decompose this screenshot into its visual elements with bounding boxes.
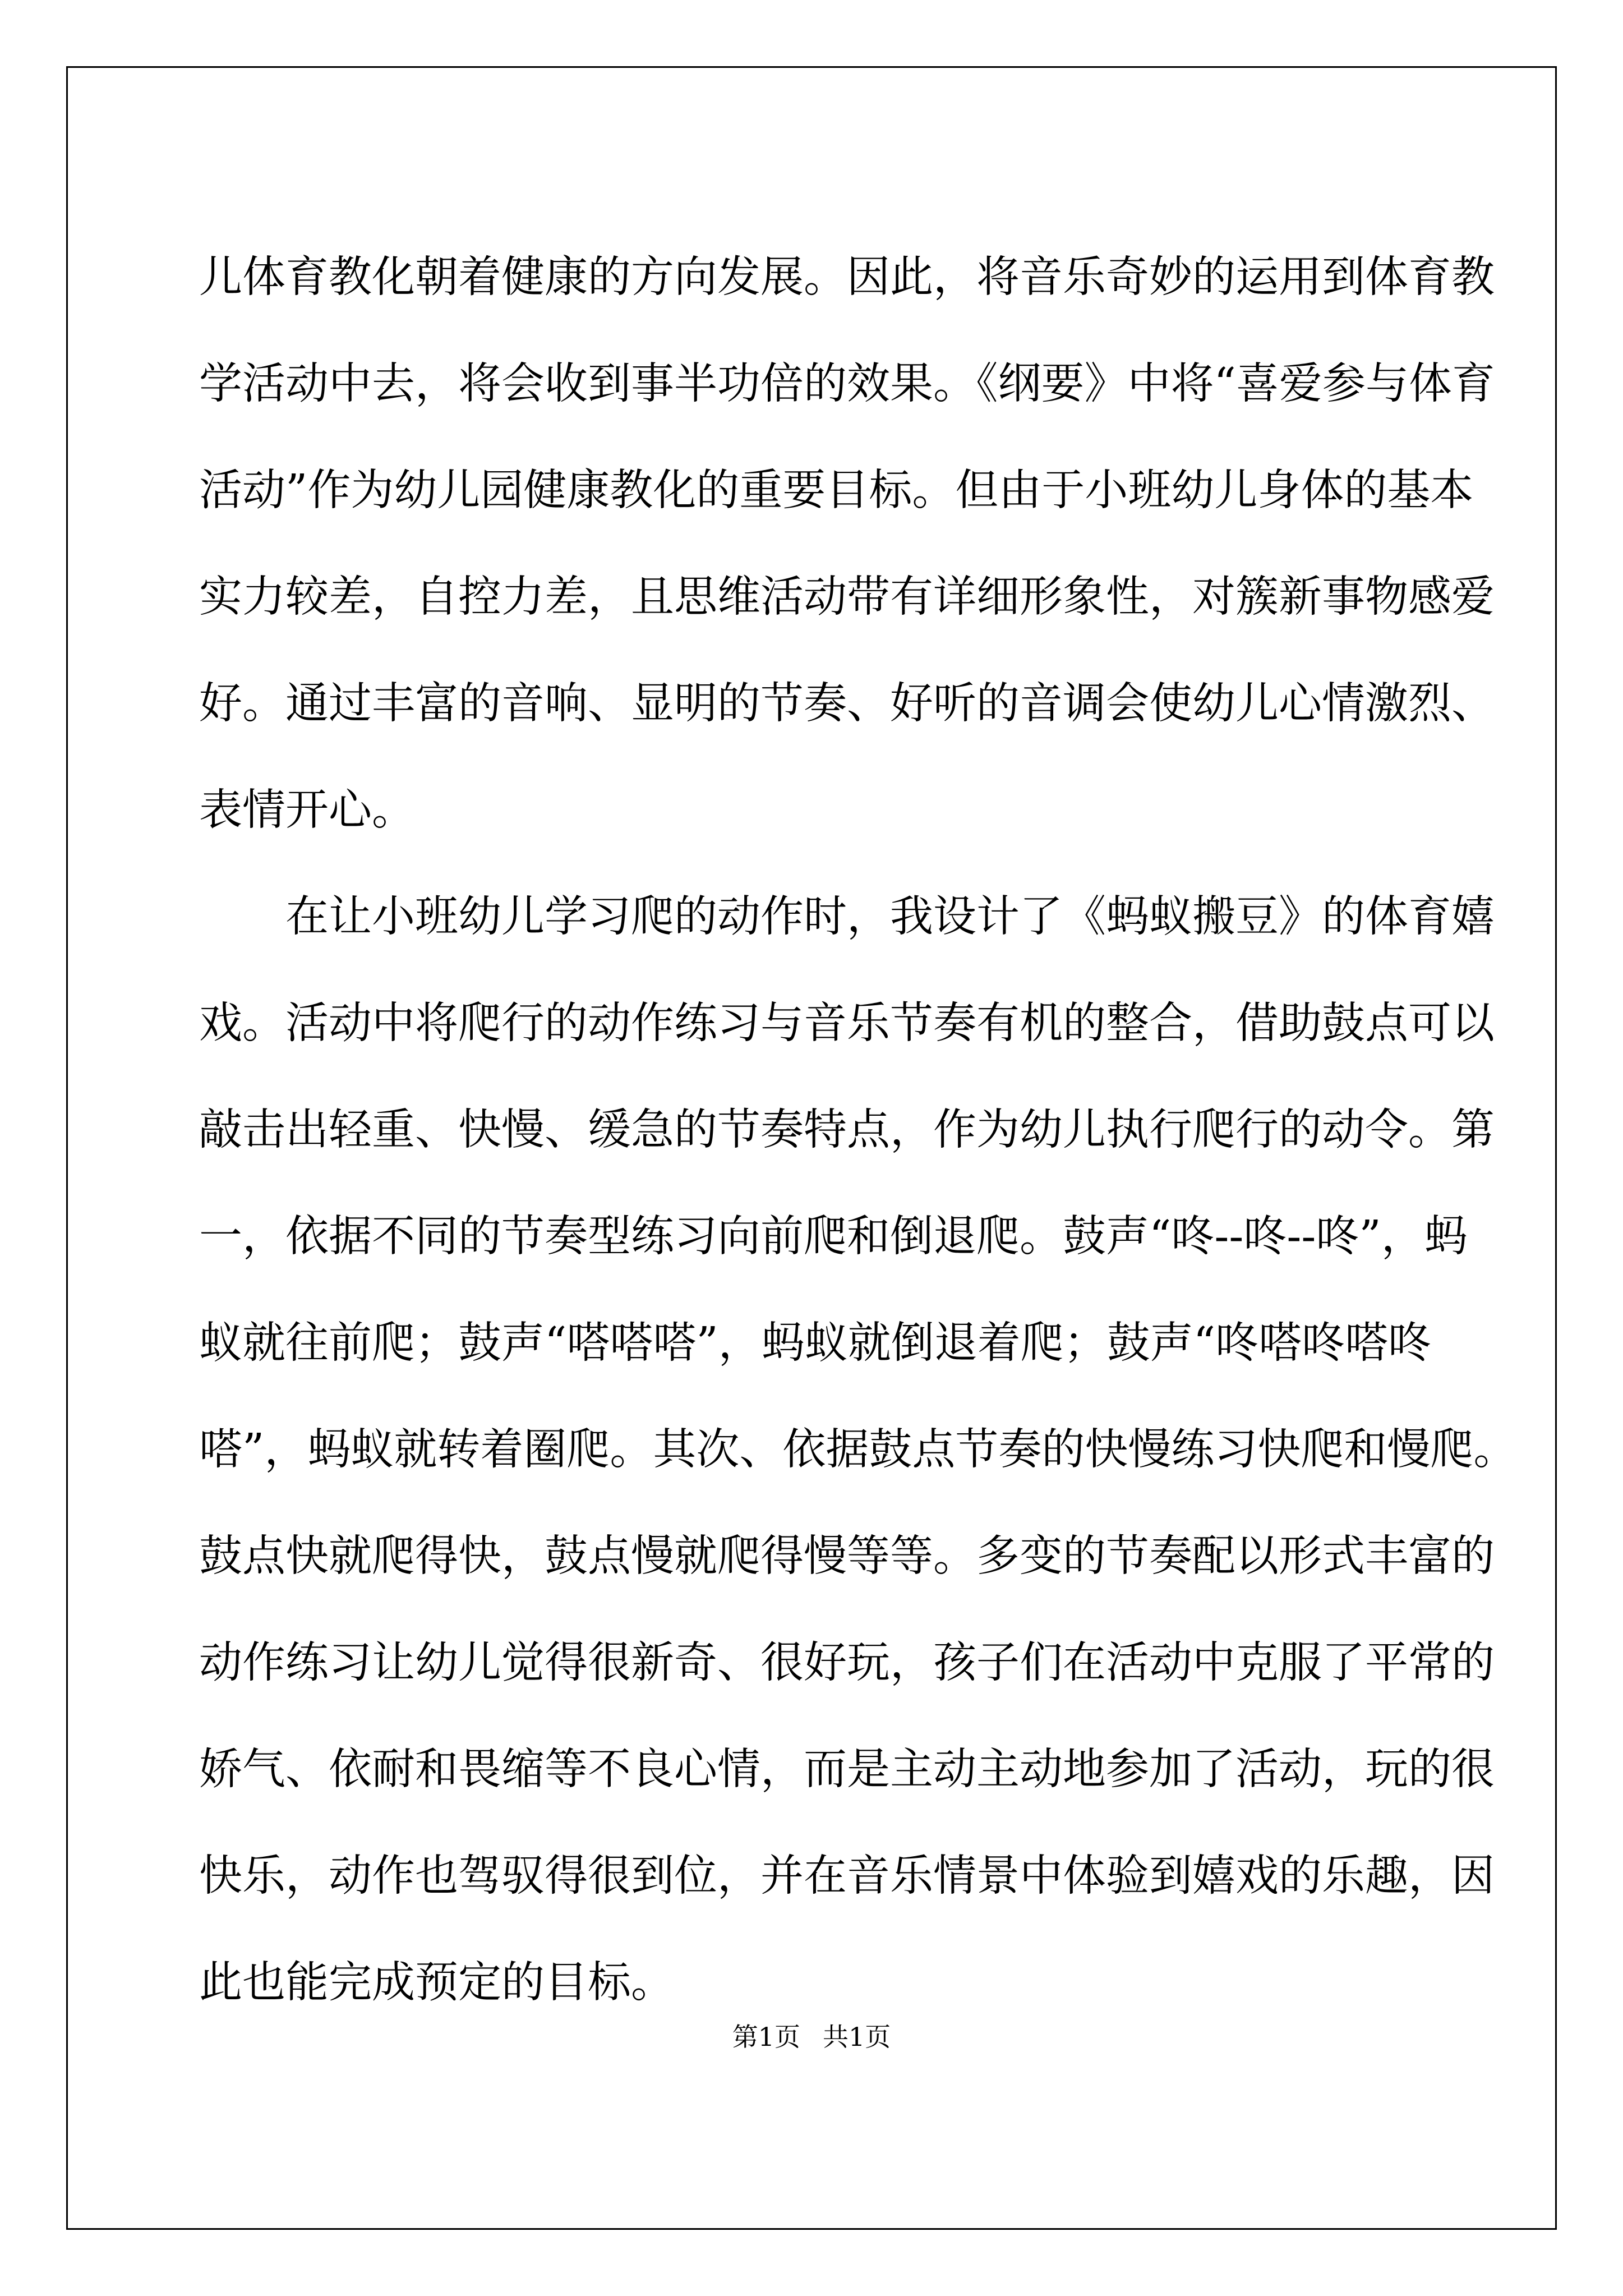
page-number: 第1页 — [732, 2022, 800, 2052]
paragraph-first-line: 在让小班幼儿学习爬的动作时，我设计了《蚂蚁搬豆》的体育嬉 — [285, 892, 1495, 942]
text-line: 娇气、依耐和畏缩等不良心情，而是主动主动地参加了活动，玩的很 — [199, 1745, 1495, 1795]
text-line: 儿体育教化朝着健康的方向发展。因此，将音乐奇妙的运用到体育教 — [199, 252, 1495, 302]
text-line: 鼓点快就爬得快，鼓点慢就爬得慢等等。多变的节奏配以形式丰富的 — [199, 1531, 1495, 1581]
document-body — [199, 224, 1517, 2036]
text-line: 敲击出轻重、快慢、缓急的节奏特点，作为幼儿执行爬行的动令。第 — [199, 1105, 1495, 1155]
text-line: 一，依据不同的节奏型练习向前爬和倒退爬。鼓声“咚--咚--咚”，蚂 — [199, 1212, 1468, 1262]
page-total: 共1页 — [823, 2022, 891, 2052]
text-line: 动作练习让幼儿觉得很新奇、很好玩，孩子们在活动中克服了平常的 — [199, 1638, 1495, 1688]
text-line: 戏。活动中将爬行的动作练习与音乐节奏有机的整合，借助鼓点可以 — [199, 999, 1495, 1048]
text-line: 好。通过丰富的音响、显明的节奏、好听的音调会使幼儿心情激烈、 — [199, 679, 1495, 729]
text-line: 实力较差，自控力差，且思维活动带有详细形象性，对簇新事物感爱 — [199, 572, 1495, 622]
text-line: 嗒”，蚂蚁就转着圈爬。其次、依据鼓点节奏的快慢练习快爬和慢爬。 — [199, 1425, 1517, 1475]
text-line: 表情开心。 — [199, 785, 415, 835]
text-line: 蚁就往前爬；鼓声“嗒嗒嗒”，蚂蚁就倒退着爬；鼓声“咚嗒咚嗒咚 — [199, 1318, 1432, 1368]
text-line: 此也能完成预定的目标。 — [199, 1958, 674, 2008]
page-footer — [0, 2017, 1623, 2054]
text-line: 学活动中去，将会收到事半功倍的效果。《纲要》中将“喜爱参与体育 — [199, 359, 1495, 409]
text-line: 活动”作为幼儿园健康教化的重要目标。但由于小班幼儿身体的基本 — [199, 466, 1474, 516]
text-line: 快乐，动作也驾驭得很到位，并在音乐情景中体验到嬉戏的乐趣，因 — [199, 1851, 1495, 1901]
